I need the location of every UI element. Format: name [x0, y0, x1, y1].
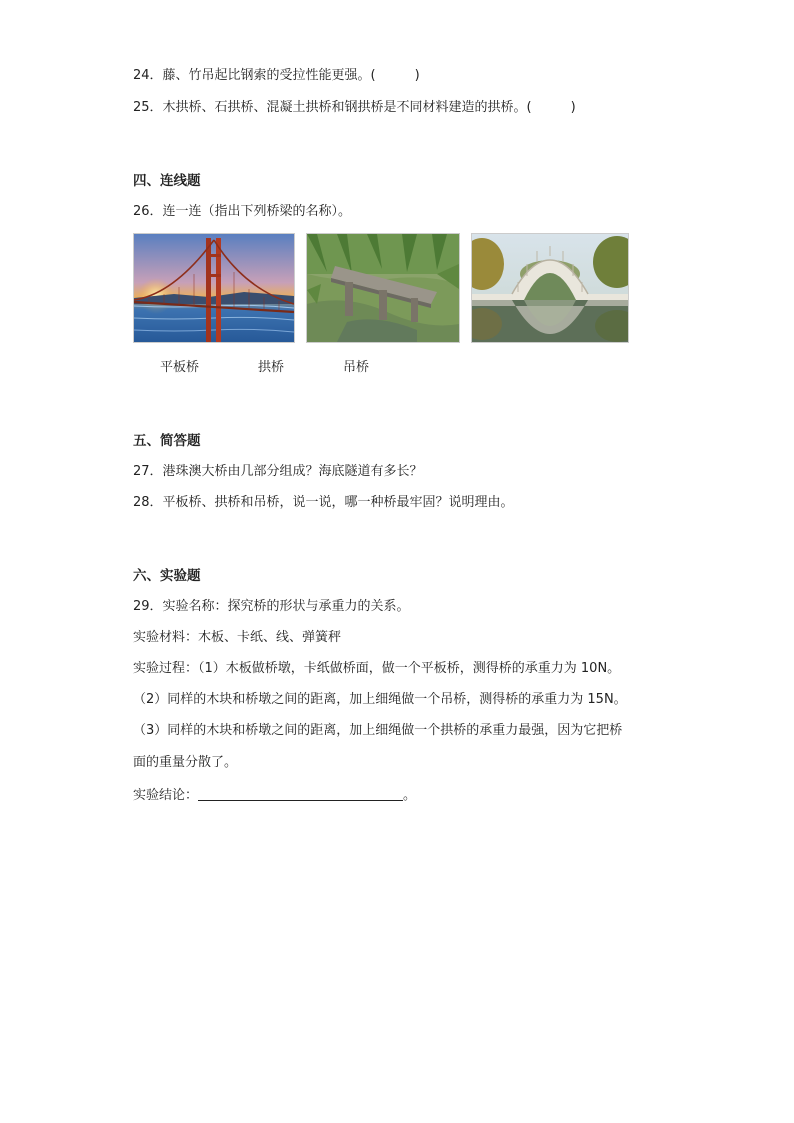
experiment-process-3-cont: 面的重量分散了。 [133, 755, 238, 770]
label-flat-bridge: 平板桥 [160, 360, 200, 375]
question-27: 27．港珠澳大桥由几部分组成？海底隧道有多长？ [133, 464, 423, 479]
question-29-name: 29．实验名称：探究桥的形状与承重力的关系。 [133, 599, 410, 614]
experiment-process-2: （2）同样的木块和桥墩之间的距离，加上细绳做一个吊桥，测得桥的承重力为 15N。 [133, 692, 627, 707]
experiment-process-1: 实验过程：（1）木板做桥墩，卡纸做桥面，做一个平板桥，测得桥的承重力为 10N。 [133, 661, 621, 676]
suspension-bridge-photo [133, 233, 295, 343]
experiment-process-3: （3）同样的木块和桥墩之间的距离，加上细绳做一个拱桥的承重力最强，因为它把桥 [133, 723, 623, 738]
section-heading-experiment: 六、实验题 [133, 568, 201, 584]
conclusion-answer-blank[interactable] [198, 786, 403, 801]
label-arch-bridge: 拱桥 [258, 360, 285, 375]
question-25: 25．木拱桥、石拱桥、混凝土拱桥和钢拱桥是不同材料建造的拱桥。( ) [133, 100, 576, 115]
plank-bridge-photo [306, 233, 460, 343]
experiment-materials: 实验材料：木板、卡纸、线、弹簧秤 [133, 630, 342, 645]
question-28: 28．平板桥、拱桥和吊桥，说一说，哪一种桥最牢固？说明理由。 [133, 495, 514, 510]
conclusion-label: 实验结论： [133, 788, 199, 803]
section-heading-matching: 四、连线题 [133, 173, 201, 189]
experiment-conclusion [133, 786, 416, 805]
section-heading-short-answer: 五、简答题 [133, 433, 201, 449]
arch-bridge-photo [471, 233, 629, 343]
question-26: 26．连一连（指出下列桥梁的名称）。 [133, 204, 352, 219]
question-24: 24．藤、竹吊起比钢索的受拉性能更强。( ) [133, 68, 420, 83]
conclusion-period: 。 [403, 788, 417, 803]
label-suspension-bridge: 吊桥 [343, 360, 370, 375]
